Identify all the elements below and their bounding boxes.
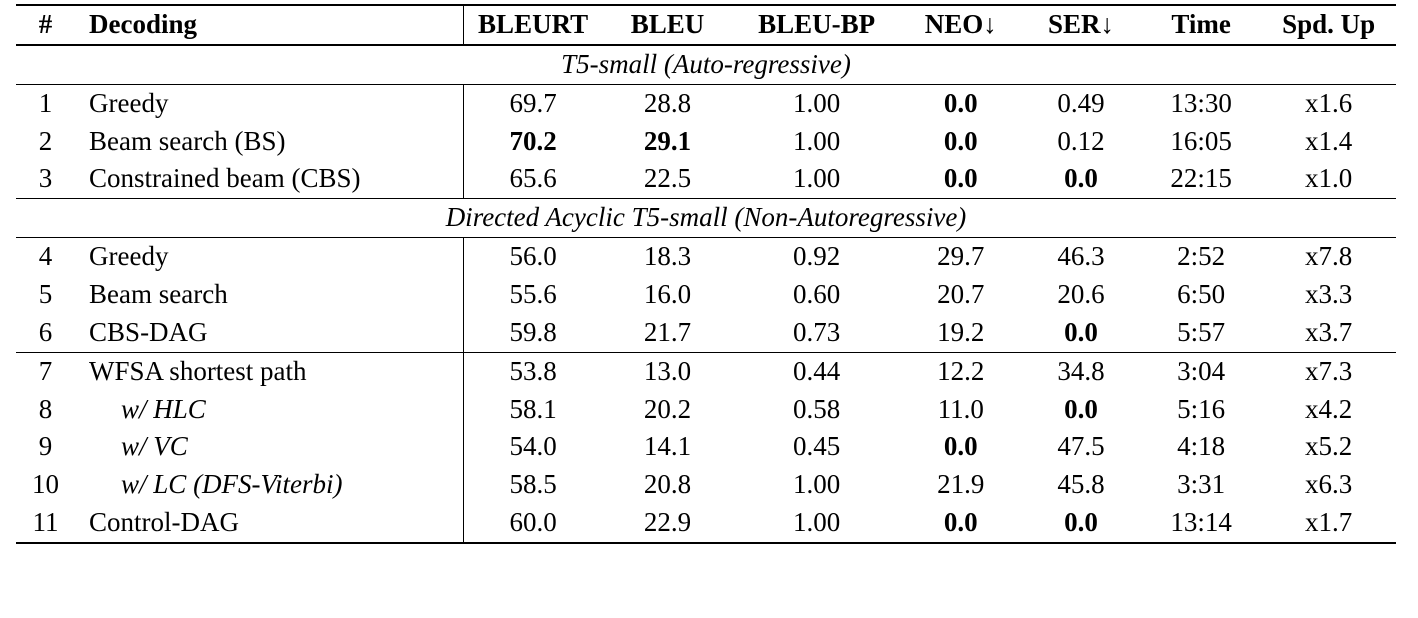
table-row [16,123,1396,161]
cell-neo: 0.0 [943,431,978,462]
cell-speedup: x4.2 [1305,393,1353,424]
header-speedup: Spd. Up [1261,5,1396,45]
cell-bleu-bp: 0.45 [793,431,841,462]
cell-bleu: 22.9 [643,507,692,538]
cell-neo: 29.7 [900,238,1021,276]
cell-time: 22:15 [1170,163,1232,194]
cell-ser: 0.0 [1064,507,1098,538]
cell-neo: 21.9 [937,469,985,500]
section-title-row [16,199,1396,238]
cell-time: 3:04 [1141,352,1261,390]
row-decoding: Control-DAG [75,504,464,543]
cell-bleu-bp: 0.44 [733,352,900,390]
cell-speedup: x5.2 [1305,431,1353,462]
table-row [16,391,1396,429]
cell-bleurt: 54.0 [509,431,557,462]
cell-time: 5:16 [1177,393,1226,424]
cell-time: 3:31 [1177,469,1226,500]
cell-bleurt: 53.8 [464,352,603,390]
cell-bleu-bp: 1.00 [733,84,900,122]
cell-bleu: 29.1 [643,125,692,156]
cell-bleu-bp: 0.73 [793,316,841,347]
cell-bleu-bp: 1.00 [793,125,841,156]
cell-time: 13:30 [1141,84,1261,122]
header-decoding: Decoding [75,5,464,45]
cell-bleurt: 69.7 [464,84,603,122]
cell-speedup: x1.0 [1305,163,1353,194]
cell-ser: 34.8 [1021,352,1141,390]
header-time: Time [1141,5,1261,45]
results-table-container [0,4,1418,550]
cell-ser: 20.6 [1057,279,1105,310]
table-header-row [16,5,1396,45]
section-title: Directed Acyclic T5-small (Non-Autoregressive) [16,199,1396,238]
header-bleurt: BLEURT [464,5,603,45]
row-number: 10 [32,469,60,500]
row-decoding: w/ LC (DFS-Viterbi) [75,466,464,504]
cell-ser: 0.49 [1021,84,1141,122]
section-title: T5-small (Auto-regressive) [16,45,1396,84]
cell-bleurt: 59.8 [509,316,557,347]
cell-bleu: 28.8 [602,84,733,122]
cell-ser: 0.0 [1064,316,1098,347]
cell-ser: 47.5 [1057,431,1105,462]
cell-bleu-bp: 0.60 [793,279,841,310]
cell-time: 6:50 [1177,279,1226,310]
header-ser: SER↓ [1021,5,1141,45]
cell-time: 5:57 [1177,316,1226,347]
cell-neo: 12.2 [900,352,1021,390]
row-number: 2 [38,125,53,156]
cell-bleu: 13.0 [602,352,733,390]
cell-speedup: x7.3 [1261,352,1396,390]
cell-bleurt: 70.2 [509,125,557,156]
cell-ser: 0.12 [1057,125,1105,156]
cell-bleurt: 65.6 [509,163,557,194]
row-decoding: CBS-DAG [75,314,464,352]
cell-neo: 0.0 [943,125,978,156]
cell-time: 2:52 [1141,238,1261,276]
table-row [16,160,1396,198]
row-number: 4 [16,238,75,276]
header-bleu-bp: BLEU-BP [733,5,900,45]
cell-neo: 0.0 [943,507,978,538]
cell-time: 13:14 [1170,507,1232,538]
table-row [16,428,1396,466]
cell-ser: 0.0 [1064,163,1098,194]
cell-bleu-bp: 1.00 [793,163,841,194]
table-row [16,276,1396,314]
row-number: 8 [38,393,53,424]
table-row [16,84,1396,122]
cell-neo: 19.2 [937,316,985,347]
cell-bleu: 18.3 [602,238,733,276]
row-decoding: Greedy [75,238,464,276]
cell-ser: 0.0 [1064,393,1098,424]
cell-ser: 46.3 [1021,238,1141,276]
cell-neo: 20.7 [937,279,985,310]
cell-time: 16:05 [1170,125,1232,156]
cell-speedup: x7.8 [1261,238,1396,276]
row-decoding: Beam search [75,276,464,314]
cell-speedup: x1.4 [1305,125,1353,156]
cell-bleu: 20.2 [643,393,692,424]
cell-bleurt: 58.5 [509,469,557,500]
header-bleu: BLEU [602,5,733,45]
cell-bleu: 14.1 [643,431,692,462]
results-table [16,4,1396,550]
row-number: 11 [32,507,59,538]
cell-neo: 0.0 [900,84,1021,122]
table-body [16,45,1396,550]
cell-ser: 45.8 [1057,469,1105,500]
cell-neo: 0.0 [943,163,978,194]
bottom-rule [16,543,1396,550]
table-row [16,238,1396,276]
cell-bleu: 16.0 [643,279,692,310]
section-title-row [16,45,1396,84]
cell-time: 4:18 [1177,431,1226,462]
row-number: 9 [38,431,53,462]
cell-bleu: 20.8 [643,469,692,500]
cell-bleurt: 58.1 [509,393,557,424]
cell-bleu: 22.5 [643,163,692,194]
cell-bleurt: 60.0 [509,507,557,538]
cell-bleu-bp: 0.58 [793,393,841,424]
cell-bleurt: 55.6 [509,279,557,310]
cell-speedup: x6.3 [1305,469,1353,500]
cell-bleurt: 56.0 [464,238,603,276]
row-decoding: w/ HLC [75,391,464,429]
row-decoding: Beam search (BS) [75,123,464,161]
cell-speedup: x3.3 [1305,279,1353,310]
row-decoding: Greedy [75,84,464,122]
cell-bleu-bp: 0.92 [733,238,900,276]
header-neo: NEO↓ [900,5,1021,45]
table-row [16,504,1396,543]
table-row [16,466,1396,504]
cell-speedup: x1.7 [1305,507,1353,538]
table-row [16,352,1396,390]
cell-bleu: 21.7 [643,316,692,347]
row-number: 3 [38,163,53,194]
row-decoding: w/ VC [75,428,464,466]
row-number: 1 [16,84,75,122]
cell-speedup: x1.6 [1261,84,1396,122]
row-number: 5 [38,279,53,310]
row-decoding: WFSA shortest path [75,352,464,390]
cell-neo: 11.0 [937,393,984,424]
row-number: 6 [38,316,53,347]
cell-bleu-bp: 1.00 [793,469,841,500]
cell-speedup: x3.7 [1305,316,1353,347]
bottom-rule-row [16,543,1396,550]
table-row [16,314,1396,352]
row-decoding: Constrained beam (CBS) [75,160,464,198]
row-number: 7 [16,352,75,390]
cell-bleu-bp: 1.00 [793,507,841,538]
header-number: # [16,5,75,45]
